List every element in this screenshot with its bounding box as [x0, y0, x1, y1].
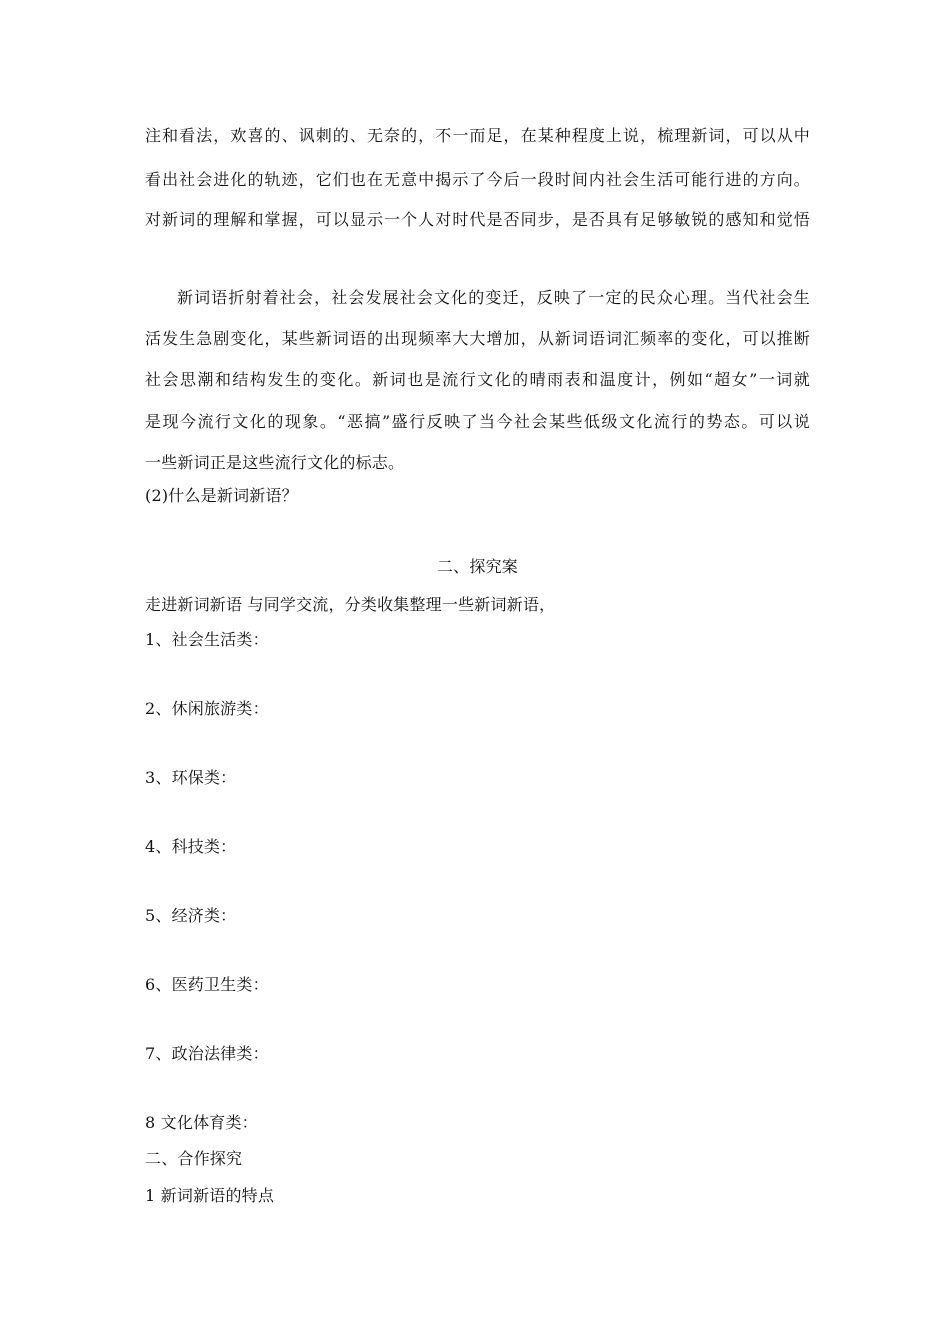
paragraph1-line-3: 对新词的理解和掌握，可以显示一个人对时代是否同步，是否具有足够敏锐的感知和觉悟 [145, 210, 810, 229]
paragraph2-line-2: 活发生急剧变化，某些新词语的出现频率大大增加，从新词语词汇频率的变化，可以推断 [145, 329, 810, 348]
paragraph2-line-3: 社会思潮和结构发生的变化。新词也是流行文化的晴雨表和温度计，例如“超女”一词就 [145, 370, 810, 389]
paragraph1-line-2: 看出社会进化的轨迹，它们也在无意中揭示了今后一段时间内社会生活可能行进的方向。 [145, 170, 810, 189]
category-item-3: 3、环保类： [145, 768, 237, 787]
category-item-4: 4、科技类： [145, 837, 237, 856]
paragraph2-line-4: 是现今流行文化的现象。“恶搞”盛行反映了当今社会某些低级文化流行的势态。可以说 [145, 412, 810, 431]
question-2: (2)什么是新词新语？ [145, 486, 298, 505]
coop-section-title: 二、合作探究 [145, 1149, 243, 1168]
category-item-8: 8 文化体育类： [145, 1113, 258, 1132]
section-title: 二、探究案 [436, 557, 518, 576]
intro-text: 走进新词新语 与同学交流，分类收集整理一些新词新语， [145, 595, 556, 614]
paragraph2-line-1: 新词语折射着社会，社会发展社会文化的变迁，反映了一定的民众心理。当代社会生 [177, 288, 810, 307]
paragraph1-line-1: 注和看法，欢喜的、讽刺的、无奈的，不一而足，在某种程度上说，梳理新词，可以从中 [145, 126, 810, 145]
category-item-1: 1、社会生活类： [145, 630, 269, 649]
category-item-5: 5、经济类： [145, 906, 237, 925]
category-item-2: 2、休闲旅游类： [145, 699, 269, 718]
paragraph2-line-5: 一些新词正是这些流行文化的标志。 [145, 453, 405, 472]
coop-item-1: 1 新词新语的特点 [145, 1186, 275, 1205]
category-item-7: 7、政治法律类： [145, 1044, 269, 1063]
category-item-6: 6、医药卫生类： [145, 975, 269, 994]
